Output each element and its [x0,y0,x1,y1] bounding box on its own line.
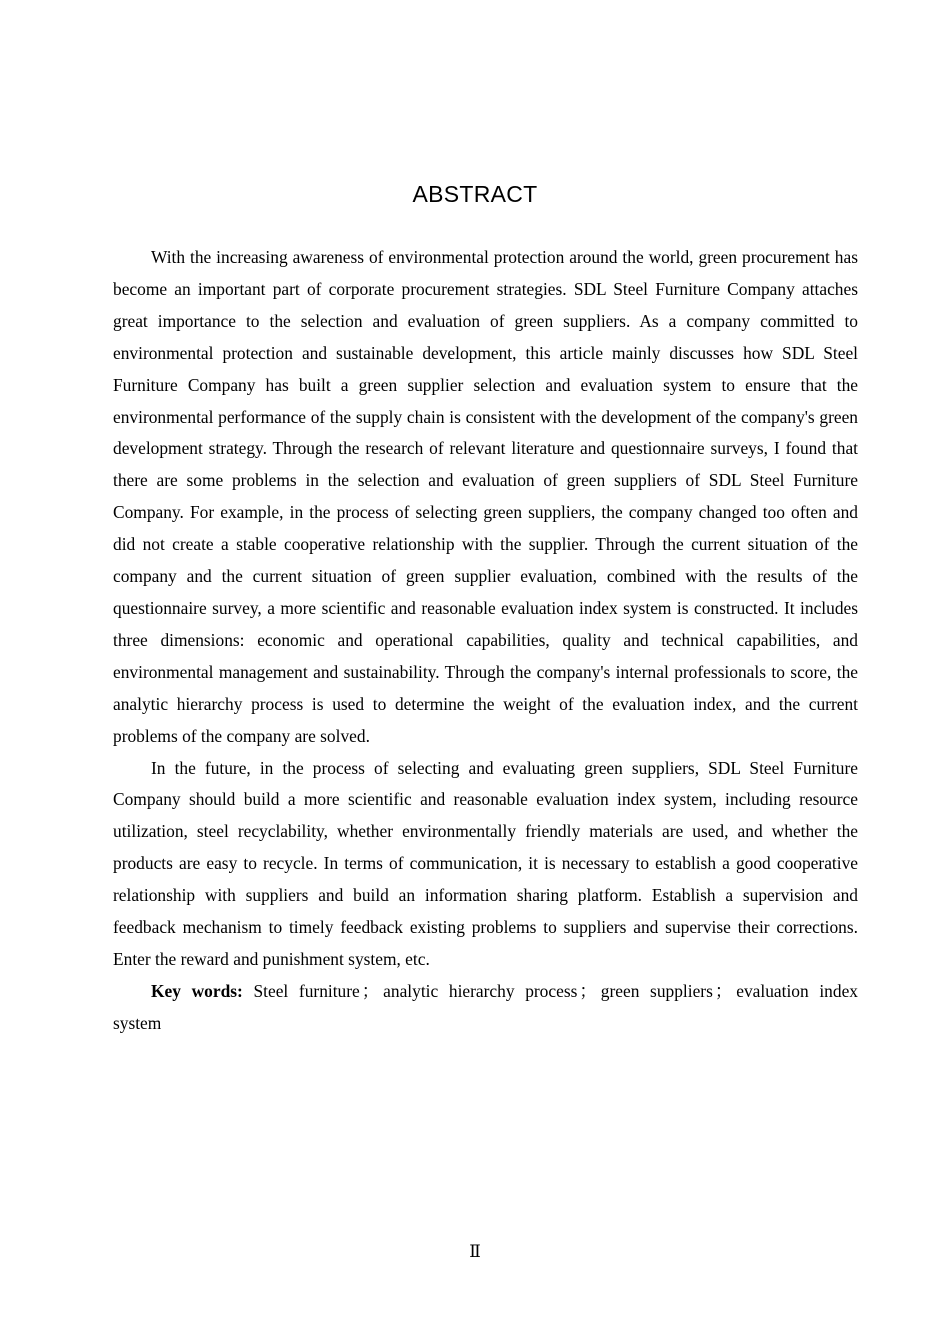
abstract-title: ABSTRACT [412,181,538,207]
keywords-line [113,976,858,1040]
keyword-item: Steel furniture [253,980,360,1001]
keyword-item: evaluation index system [113,980,858,1033]
keyword-separator: ； [361,980,380,1001]
keyword-item: green suppliers [600,980,713,1001]
keywords-label: Key words: [151,980,243,1001]
abstract-body [113,242,858,1040]
keyword-item: analytic hierarchy process [383,980,578,1001]
page-number: Ⅱ [469,1242,481,1261]
abstract-paragraph-2: In the future, in the process of selecting and evaluating green suppliers, SDL Steel Furniture Company should build a more scientific and reasonable evaluation index system, including resource utilization, steel recyclability, whether environmentally friendly materials are used, and whether the products are easy to recycle. In terms of communication, it is necessary to establish a good cooperative relationship with suppliers and build an information sharing platform. Establish a supervision and feedback mechanism to timely feedback existing problems to suppliers and supervise their corrections. Enter the reward and punishment system, etc. [113,757,858,969]
keyword-separator: ； [714,980,733,1001]
abstract-paragraph-1: With the increasing awareness of environmental protection around the world, green procurement has become an important part of corporate procurement strategies. SDL Steel Furniture Company attaches great importance to the selection and evaluation of green suppliers. As a company committed to environmental protection and sustainable development, this article mainly discusses how SDL Steel Furniture Company has built a green supplier selection and evaluation system to ensure that the environmental performance of the supply chain is consistent with the development of the company's green development strategy. Through the research of relevant literature and questionnaire surveys, I found that there are some problems in the selection and evaluation of green suppliers of SDL Steel Furniture Company. For example, in the process of selecting green suppliers, the company changed too often and did not create a stable cooperative relationship with the supplier. Through the current situation of the company and the current situation of green supplier evaluation, combined with the results of the questionnaire survey, a more scientific and reasonable evaluation index system is constructed. It includes three dimensions: economic and operational capabilities, quality and technical capabilities, and environmental management and sustainability. Through the company's internal professionals to score, the analytic hierarchy process is used to determine the weight of the evaluation index, and the current problems of the company are solved. [113,247,858,746]
keyword-separator: ； [579,980,597,1001]
